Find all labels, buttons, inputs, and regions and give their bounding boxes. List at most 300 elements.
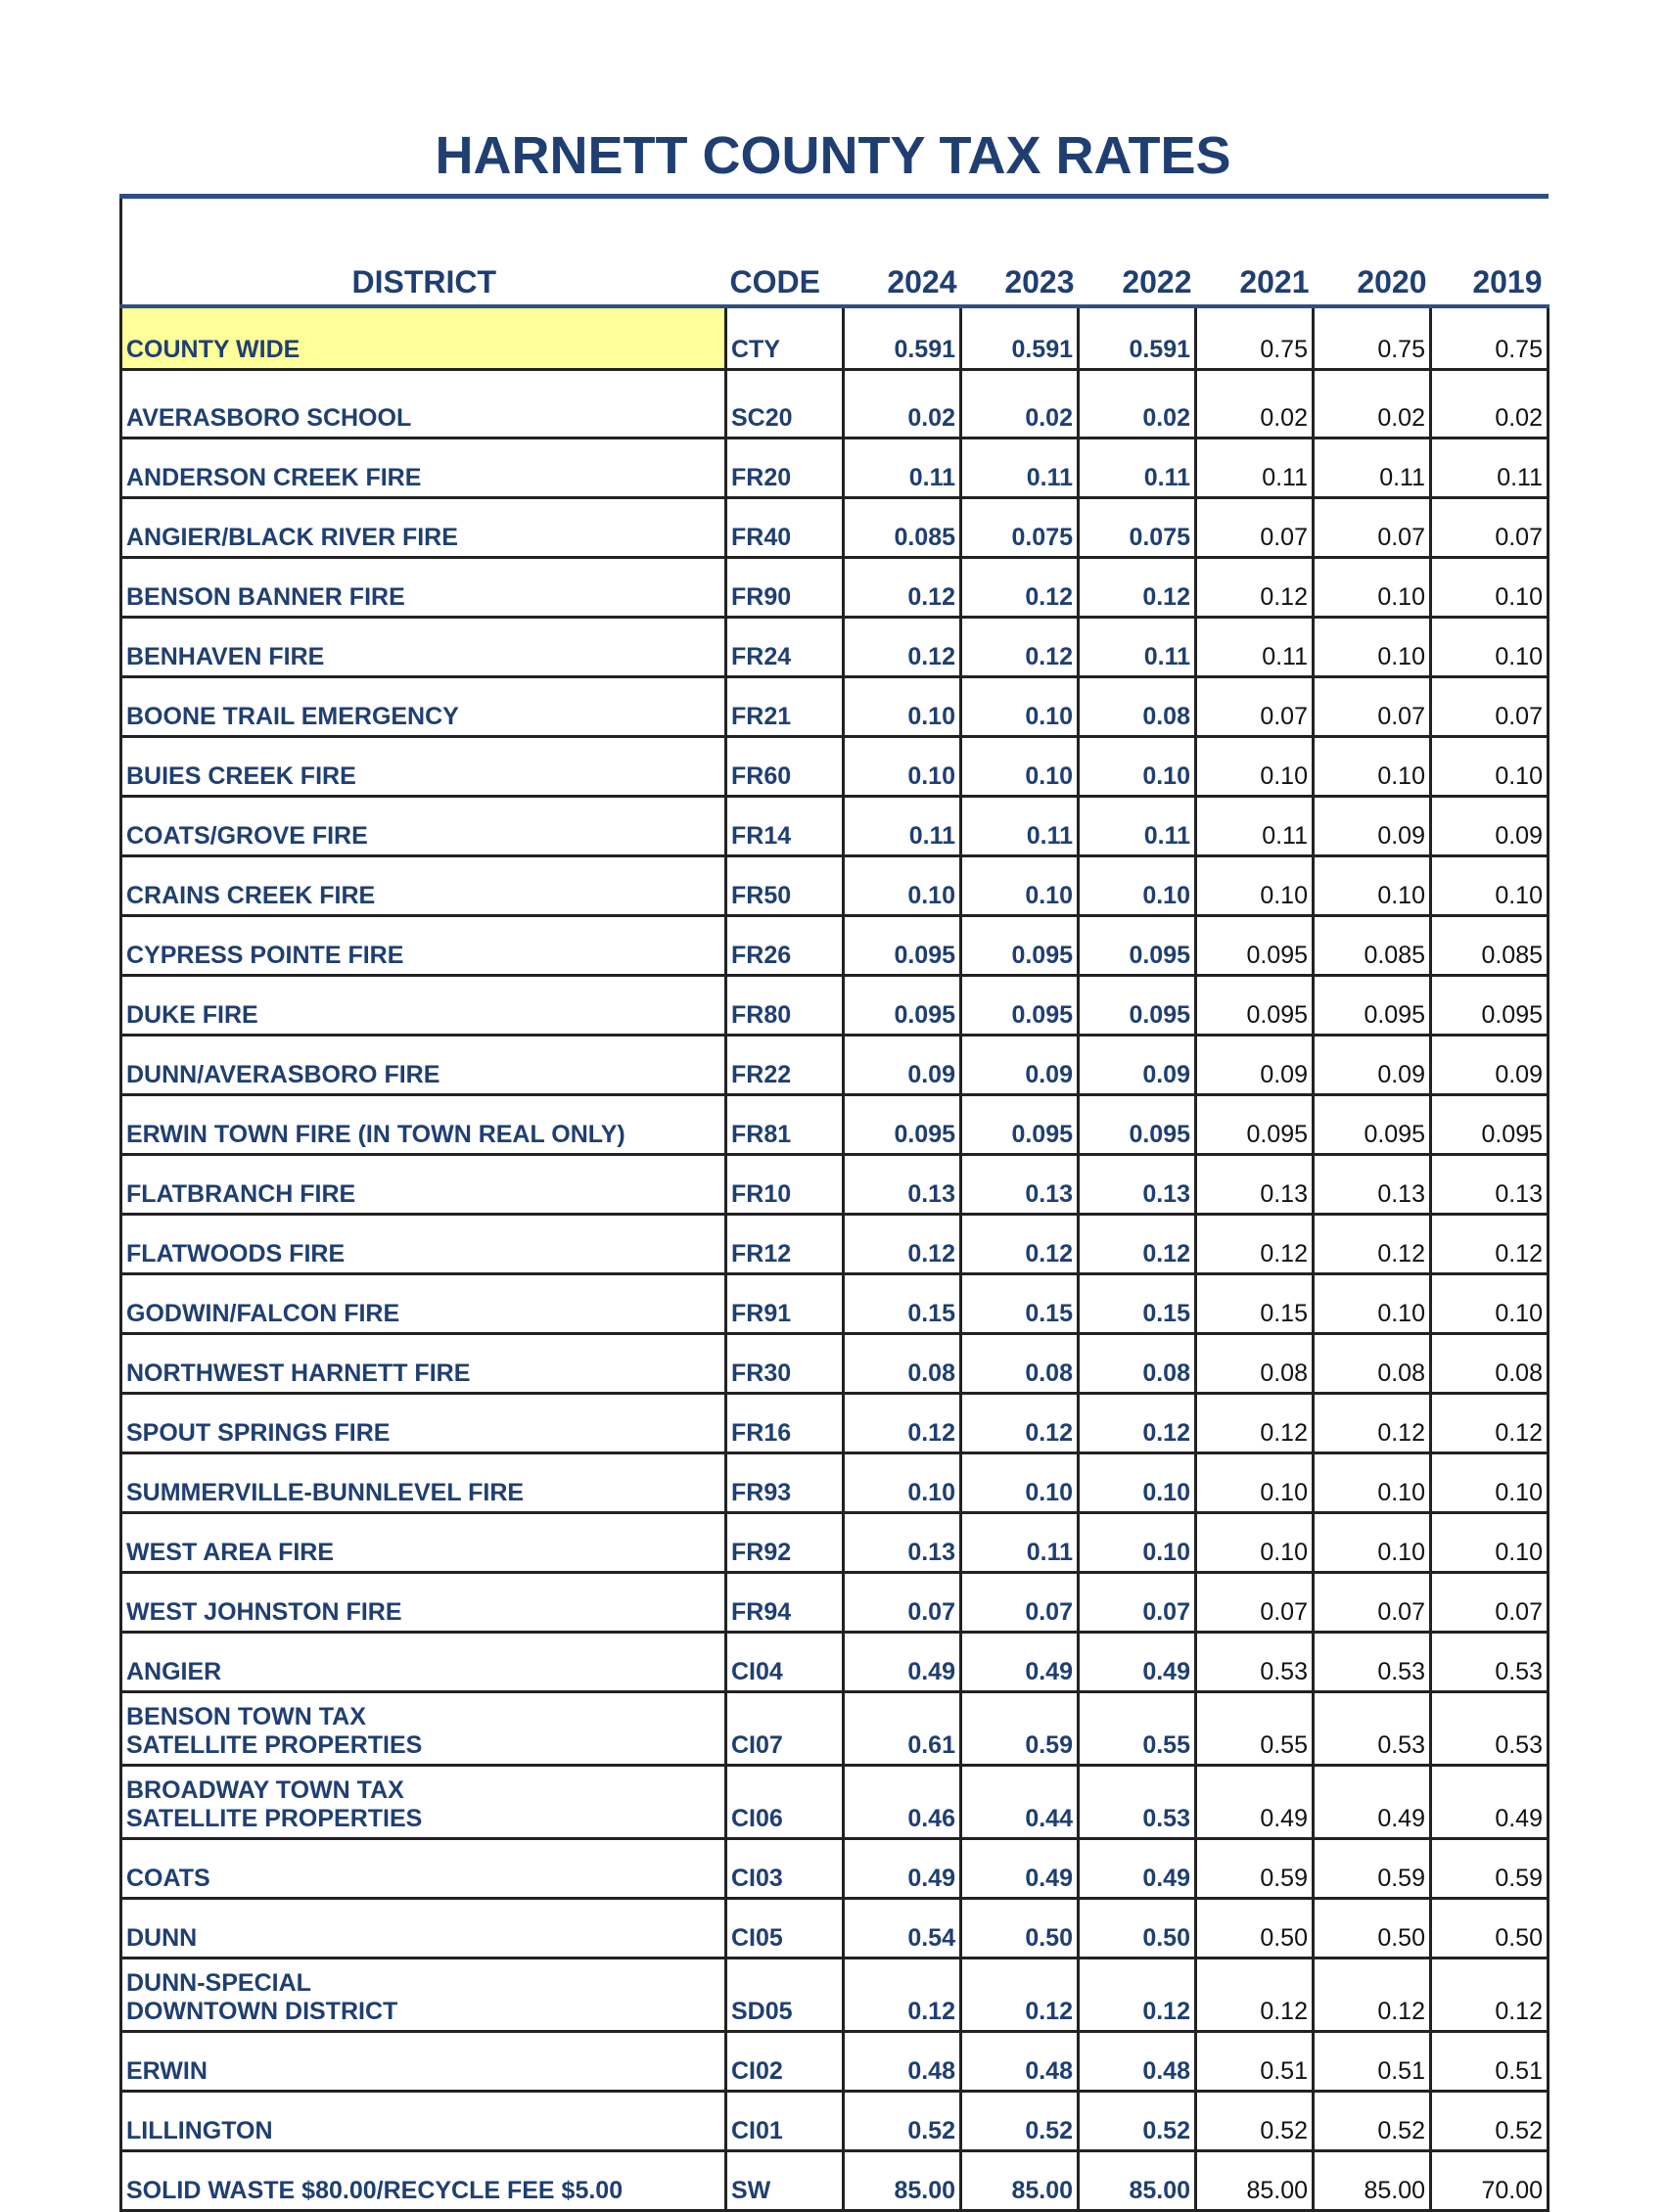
- rate-cell: 0.51: [1431, 2032, 1549, 2092]
- rate-cell: 0.10: [1196, 1513, 1314, 1573]
- rate-cell: 0.07: [1314, 498, 1431, 558]
- district-name: DUNN: [126, 1924, 198, 1952]
- rate-cell: 0.50: [1196, 1899, 1314, 1959]
- rate-cell: 0.54: [844, 1899, 961, 1959]
- district-name: COUNTY WIDE: [126, 336, 301, 363]
- rate-cell: 0.11: [1314, 438, 1431, 498]
- district-name: WEST AREA FIRE: [126, 1539, 335, 1566]
- district-cell: [121, 1513, 726, 1573]
- rate-cell: 0.44: [961, 1766, 1079, 1839]
- column-header-year: 2019: [1431, 197, 1549, 307]
- rate-cell: 0.07: [1431, 677, 1549, 737]
- table-row: [121, 856, 1549, 916]
- rate-cell: 0.52: [844, 2092, 961, 2151]
- rate-cell: 0.52: [1196, 2092, 1314, 2151]
- code-cell: SW: [726, 2151, 844, 2211]
- rate-cell: 0.095: [961, 916, 1079, 976]
- rate-cell: 0.48: [844, 2032, 961, 2092]
- table-row: [121, 976, 1549, 1036]
- rate-cell: 0.15: [1196, 1274, 1314, 1334]
- code-cell: CI04: [726, 1633, 844, 1692]
- table-row: [121, 498, 1549, 558]
- rate-cell: 0.49: [1196, 1766, 1314, 1839]
- rate-cell: 0.12: [961, 618, 1079, 677]
- rate-cell: 0.07: [1196, 677, 1314, 737]
- rate-cell: 0.09: [1079, 1036, 1196, 1095]
- code-cell: SC20: [726, 370, 844, 438]
- table-header: [121, 197, 1549, 307]
- rate-cell: 0.59: [961, 1692, 1079, 1766]
- district-cell: [121, 797, 726, 856]
- rate-cell: 0.11: [844, 797, 961, 856]
- code-cell: FR14: [726, 797, 844, 856]
- district-name: BENHAVEN FIRE: [126, 643, 325, 670]
- rate-cell: 0.591: [961, 306, 1079, 370]
- code-cell: FR22: [726, 1036, 844, 1095]
- district-name: AVERASBORO SCHOOL: [126, 404, 412, 432]
- rate-cell: 0.07: [844, 1573, 961, 1633]
- rate-cell: 0.15: [844, 1274, 961, 1334]
- rate-cell: 0.11: [961, 797, 1079, 856]
- table-row: [121, 1274, 1549, 1334]
- district-cell: [121, 1036, 726, 1095]
- district-cell: [121, 1215, 726, 1274]
- code-cell: FR60: [726, 737, 844, 797]
- rate-cell: 0.10: [1196, 1453, 1314, 1513]
- rate-cell: 0.12: [1314, 1215, 1431, 1274]
- table-row: [121, 1215, 1549, 1274]
- rate-cell: 0.10: [961, 856, 1079, 916]
- rate-cell: 0.11: [1079, 438, 1196, 498]
- code-cell: CI01: [726, 2092, 844, 2151]
- district-cell: [121, 916, 726, 976]
- district-name: GODWIN/FALCON FIRE: [126, 1300, 400, 1327]
- rate-cell: 0.12: [1196, 558, 1314, 618]
- rate-cell: 0.11: [1079, 618, 1196, 677]
- rate-cell: 0.02: [961, 370, 1079, 438]
- rate-cell: 0.10: [844, 677, 961, 737]
- rate-cell: 0.11: [1196, 618, 1314, 677]
- code-cell: FR93: [726, 1453, 844, 1513]
- rate-cell: 0.095: [1431, 976, 1549, 1036]
- district-name: WEST JOHNSTON FIRE: [126, 1598, 402, 1626]
- rate-cell: 0.10: [1079, 1513, 1196, 1573]
- rate-cell: 0.085: [1431, 916, 1549, 976]
- district-cell: [121, 976, 726, 1036]
- district-name: COATS: [126, 1865, 210, 1892]
- rate-cell: 0.11: [1196, 438, 1314, 498]
- rate-cell: 0.10: [844, 1453, 961, 1513]
- rate-cell: 0.48: [961, 2032, 1079, 2092]
- district-cell: [121, 1839, 726, 1899]
- rate-cell: 0.53: [1196, 1633, 1314, 1692]
- rate-cell: 0.12: [844, 1959, 961, 2032]
- rate-cell: 0.12: [961, 1394, 1079, 1453]
- rate-cell: 0.10: [1431, 856, 1549, 916]
- rate-cell: 0.591: [1079, 306, 1196, 370]
- rate-cell: 0.49: [961, 1839, 1079, 1899]
- rate-cell: 0.12: [844, 1215, 961, 1274]
- rate-cell: 0.52: [1079, 2092, 1196, 2151]
- district-cell: [121, 438, 726, 498]
- rate-cell: 0.09: [1314, 1036, 1431, 1095]
- rate-cell: 0.75: [1431, 306, 1549, 370]
- rate-cell: 0.13: [1431, 1155, 1549, 1215]
- rate-cell: 0.11: [961, 1513, 1079, 1573]
- code-cell: CI02: [726, 2032, 844, 2092]
- table-row: [121, 1573, 1549, 1633]
- rate-cell: 0.095: [844, 976, 961, 1036]
- district-cell: [121, 1155, 726, 1215]
- code-cell: FR20: [726, 438, 844, 498]
- rate-cell: 0.09: [961, 1036, 1079, 1095]
- rate-cell: 0.08: [1314, 1334, 1431, 1394]
- code-cell: FR50: [726, 856, 844, 916]
- rate-cell: 0.10: [1314, 856, 1431, 916]
- rate-cell: 0.51: [1314, 2032, 1431, 2092]
- rate-cell: 0.50: [1314, 1899, 1431, 1959]
- district-cell: [121, 370, 726, 438]
- rate-cell: 0.12: [844, 558, 961, 618]
- table-row: [121, 1633, 1549, 1692]
- rate-cell: 0.53: [1431, 1692, 1549, 1766]
- rate-cell: 0.09: [1196, 1036, 1314, 1095]
- rate-cell: 0.49: [1079, 1633, 1196, 1692]
- rate-cell: 0.10: [1196, 737, 1314, 797]
- code-cell: CTY: [726, 306, 844, 370]
- code-cell: FR21: [726, 677, 844, 737]
- district-name: CRAINS CREEK FIRE: [126, 882, 376, 909]
- rate-cell: 0.095: [1079, 1095, 1196, 1155]
- table-row: [121, 1899, 1549, 1959]
- rate-cell: 0.55: [1196, 1692, 1314, 1766]
- rate-cell: 0.12: [1314, 1959, 1431, 2032]
- tax-rates-table: [119, 194, 1549, 2212]
- rate-cell: 0.02: [1196, 370, 1314, 438]
- rate-cell: 0.02: [1314, 370, 1431, 438]
- header-row: [121, 197, 1549, 307]
- rate-cell: 0.11: [961, 438, 1079, 498]
- rate-cell: 0.53: [1314, 1692, 1431, 1766]
- column-header-code: CODE: [726, 197, 844, 307]
- table-row: [121, 2151, 1549, 2211]
- rate-cell: 0.61: [844, 1692, 961, 1766]
- rate-cell: 0.12: [1196, 1959, 1314, 2032]
- district-name: DUNN-SPECIAL: [126, 1969, 311, 1997]
- rate-cell: 0.08: [961, 1334, 1079, 1394]
- rate-cell: 0.10: [1314, 1274, 1431, 1334]
- table-row: [121, 306, 1549, 370]
- district-name: NORTHWEST HARNETT FIRE: [126, 1359, 471, 1387]
- rate-cell: 0.49: [844, 1633, 961, 1692]
- rate-cell: 0.15: [1079, 1274, 1196, 1334]
- code-cell: FR16: [726, 1394, 844, 1453]
- district-cell: [121, 1334, 726, 1394]
- table-row: [121, 1155, 1549, 1215]
- code-cell: FR91: [726, 1274, 844, 1334]
- table-row: [121, 1334, 1549, 1394]
- rate-cell: 0.10: [844, 856, 961, 916]
- rate-cell: 0.49: [844, 1839, 961, 1899]
- rate-cell: 0.10: [1079, 737, 1196, 797]
- rate-cell: 0.12: [844, 618, 961, 677]
- rate-cell: 0.59: [1196, 1839, 1314, 1899]
- rate-cell: 0.12: [1196, 1394, 1314, 1453]
- district-name: BROADWAY TOWN TAX: [126, 1776, 404, 1804]
- district-name: ANDERSON CREEK FIRE: [126, 464, 422, 491]
- rate-cell: 0.15: [961, 1274, 1079, 1334]
- rate-cell: 0.59: [1314, 1839, 1431, 1899]
- column-header-year: 2022: [1079, 197, 1196, 307]
- district-name: DUKE FIRE: [126, 1001, 258, 1029]
- table-row: [121, 2032, 1549, 2092]
- district-name: SPOUT SPRINGS FIRE: [126, 1419, 391, 1447]
- table-row: [121, 1513, 1549, 1573]
- code-cell: FR90: [726, 558, 844, 618]
- code-cell: FR10: [726, 1155, 844, 1215]
- district-name: ERWIN TOWN FIRE (IN TOWN REAL ONLY): [126, 1121, 625, 1148]
- rate-cell: 0.02: [1079, 370, 1196, 438]
- rate-cell: 0.02: [1431, 370, 1549, 438]
- rate-cell: 0.51: [1196, 2032, 1314, 2092]
- district-cell: [121, 1959, 726, 2032]
- district-name: SUMMERVILLE-BUNNLEVEL FIRE: [126, 1479, 525, 1506]
- table-row: [121, 916, 1549, 976]
- district-name: SOLID WASTE $80.00/RECYCLE FEE $5.00: [126, 2177, 624, 2204]
- rate-cell: 0.53: [1079, 1766, 1196, 1839]
- rate-cell: 0.11: [1431, 438, 1549, 498]
- table-row: [121, 1959, 1549, 2032]
- rate-cell: 0.12: [1431, 1215, 1549, 1274]
- rate-cell: 0.10: [1314, 1453, 1431, 1513]
- district-name: ANGIER: [126, 1658, 222, 1685]
- rate-cell: 0.10: [1314, 1513, 1431, 1573]
- district-name: ERWIN: [126, 2057, 208, 2085]
- district-cell: [121, 1453, 726, 1513]
- rate-cell: 0.12: [844, 1394, 961, 1453]
- code-cell: FR40: [726, 498, 844, 558]
- district-name-line2: SATELLITE PROPERTIES: [126, 1805, 423, 1832]
- rate-cell: 0.07: [1431, 498, 1549, 558]
- rate-cell: 0.12: [1431, 1959, 1549, 2032]
- rate-cell: 0.12: [961, 1215, 1079, 1274]
- district-name: LILLINGTON: [126, 2117, 273, 2144]
- code-cell: CI03: [726, 1839, 844, 1899]
- rate-cell: 0.095: [1314, 1095, 1431, 1155]
- code-cell: FR26: [726, 916, 844, 976]
- rate-cell: 0.52: [1314, 2092, 1431, 2151]
- column-header-year: 2023: [961, 197, 1079, 307]
- code-cell: CI07: [726, 1692, 844, 1766]
- rate-cell: 0.07: [1196, 498, 1314, 558]
- code-cell: FR24: [726, 618, 844, 677]
- table-row: [121, 618, 1549, 677]
- rate-cell: 0.10: [1431, 737, 1549, 797]
- rate-cell: 0.13: [1196, 1155, 1314, 1215]
- rate-cell: 0.10: [1431, 558, 1549, 618]
- rate-cell: 0.07: [1314, 677, 1431, 737]
- rate-cell: 0.59: [1431, 1839, 1549, 1899]
- rate-cell: 0.53: [1314, 1633, 1431, 1692]
- code-cell: CI05: [726, 1899, 844, 1959]
- rate-cell: 0.75: [1314, 306, 1431, 370]
- rate-cell: 0.13: [844, 1155, 961, 1215]
- rate-cell: 0.095: [1196, 916, 1314, 976]
- rate-cell: 0.12: [1314, 1394, 1431, 1453]
- column-header-year: 2020: [1314, 197, 1431, 307]
- rate-cell: 0.10: [1196, 856, 1314, 916]
- rate-cell: 85.00: [1196, 2151, 1314, 2211]
- district-cell: [121, 1095, 726, 1155]
- district-cell: [121, 737, 726, 797]
- table-row: [121, 370, 1549, 438]
- rate-cell: 0.11: [1079, 797, 1196, 856]
- rate-cell: 0.08: [1196, 1334, 1314, 1394]
- rate-cell: 0.49: [961, 1633, 1079, 1692]
- rate-cell: 0.10: [961, 737, 1079, 797]
- column-header-year: 2021: [1196, 197, 1314, 307]
- district-cell: [121, 1633, 726, 1692]
- code-cell: CI06: [726, 1766, 844, 1839]
- rate-cell: 0.10: [961, 1453, 1079, 1513]
- table-row: [121, 1453, 1549, 1513]
- rate-cell: 0.09: [1431, 1036, 1549, 1095]
- rate-cell: 0.49: [1314, 1766, 1431, 1839]
- rate-cell: 70.00: [1431, 2151, 1549, 2211]
- rate-cell: 0.13: [961, 1155, 1079, 1215]
- district-cell: [121, 618, 726, 677]
- rate-cell: 0.52: [1431, 2092, 1549, 2151]
- rate-cell: 0.12: [961, 558, 1079, 618]
- district-cell: [121, 677, 726, 737]
- rate-cell: 0.13: [1314, 1155, 1431, 1215]
- district-cell: [121, 856, 726, 916]
- district-cell: [121, 1899, 726, 1959]
- rate-cell: 0.48: [1079, 2032, 1196, 2092]
- rate-cell: 0.12: [1431, 1394, 1549, 1453]
- rate-cell: 0.11: [844, 438, 961, 498]
- district-cell: [121, 1692, 726, 1766]
- district-cell: [121, 1394, 726, 1453]
- rate-cell: 0.53: [1431, 1633, 1549, 1692]
- district-name: DUNN/AVERASBORO FIRE: [126, 1061, 440, 1088]
- rate-cell: 0.09: [1314, 797, 1431, 856]
- rate-cell: 0.08: [1079, 677, 1196, 737]
- rate-cell: 85.00: [1079, 2151, 1196, 2211]
- rate-cell: 0.08: [1431, 1334, 1549, 1394]
- rate-cell: 0.10: [844, 737, 961, 797]
- rate-cell: 0.08: [1079, 1334, 1196, 1394]
- district-name: BENSON TOWN TAX: [126, 1703, 366, 1730]
- district-cell: [121, 498, 726, 558]
- rate-cell: 85.00: [844, 2151, 961, 2211]
- rate-cell: 0.12: [1079, 1959, 1196, 2032]
- rate-cell: 0.08: [844, 1334, 961, 1394]
- district-name: ANGIER/BLACK RIVER FIRE: [126, 524, 458, 551]
- rate-cell: 0.10: [1314, 737, 1431, 797]
- table-row: [121, 797, 1549, 856]
- rate-cell: 0.52: [961, 2092, 1079, 2151]
- rate-cell: 0.075: [961, 498, 1079, 558]
- district-name: COATS/GROVE FIRE: [126, 822, 368, 850]
- rate-cell: 0.07: [1196, 1573, 1314, 1633]
- district-name: FLATWOODS FIRE: [126, 1240, 346, 1267]
- district-cell: [121, 558, 726, 618]
- rate-cell: 0.095: [1079, 916, 1196, 976]
- rate-cell: 0.10: [1079, 856, 1196, 916]
- rate-cell: 0.075: [1079, 498, 1196, 558]
- rate-cell: 0.095: [1196, 1095, 1314, 1155]
- rate-cell: 0.095: [961, 1095, 1079, 1155]
- rate-cell: 0.55: [1079, 1692, 1196, 1766]
- rate-cell: 0.095: [961, 976, 1079, 1036]
- rate-cell: 0.02: [844, 370, 961, 438]
- rate-cell: 0.10: [1431, 1513, 1549, 1573]
- column-header-year: 2024: [844, 197, 961, 307]
- rate-cell: 0.07: [1079, 1573, 1196, 1633]
- code-cell: FR80: [726, 976, 844, 1036]
- rate-cell: 0.10: [1079, 1453, 1196, 1513]
- table-row: [121, 737, 1549, 797]
- district-cell: [121, 2032, 726, 2092]
- rate-cell: 0.10: [1431, 1453, 1549, 1513]
- rate-cell: 0.591: [844, 306, 961, 370]
- page-title: HARNETT COUNTY TAX RATES: [435, 126, 1231, 185]
- rate-cell: 0.07: [1314, 1573, 1431, 1633]
- rate-cell: 0.10: [1431, 618, 1549, 677]
- rate-cell: 0.095: [844, 916, 961, 976]
- district-name: BOONE TRAIL EMERGENCY: [126, 703, 459, 730]
- rate-cell: 0.13: [1079, 1155, 1196, 1215]
- rate-cell: 0.46: [844, 1766, 961, 1839]
- rate-cell: 0.085: [844, 498, 961, 558]
- rate-cell: 0.10: [1314, 618, 1431, 677]
- table-row: [121, 1839, 1549, 1899]
- district-cell: [121, 1766, 726, 1839]
- table-row: [121, 1394, 1549, 1453]
- district-name: BENSON BANNER FIRE: [126, 583, 405, 611]
- rate-cell: 0.07: [1431, 1573, 1549, 1633]
- district-name: CYPRESS POINTE FIRE: [126, 942, 404, 969]
- rate-cell: 0.10: [961, 677, 1079, 737]
- district-name: BUIES CREEK FIRE: [126, 762, 356, 790]
- rate-cell: 0.49: [1431, 1766, 1549, 1839]
- table-row: [121, 1766, 1549, 1839]
- rate-cell: 0.095: [1196, 976, 1314, 1036]
- code-cell: FR30: [726, 1334, 844, 1394]
- rate-cell: 0.12: [961, 1959, 1079, 2032]
- district-cell: [121, 1573, 726, 1633]
- rate-cell: 0.50: [1079, 1899, 1196, 1959]
- rate-cell: 0.50: [961, 1899, 1079, 1959]
- table-row: [121, 438, 1549, 498]
- column-header-district: DISTRICT: [121, 197, 726, 307]
- rate-cell: 85.00: [1314, 2151, 1431, 2211]
- rate-cell: 0.12: [1196, 1215, 1314, 1274]
- code-cell: FR81: [726, 1095, 844, 1155]
- code-cell: FR94: [726, 1573, 844, 1633]
- rate-cell: 0.12: [1079, 1215, 1196, 1274]
- district-name-line2: SATELLITE PROPERTIES: [126, 1731, 423, 1759]
- rate-cell: 85.00: [961, 2151, 1079, 2211]
- rate-cell: 0.10: [1431, 1274, 1549, 1334]
- rate-cell: 0.10: [1314, 558, 1431, 618]
- rate-cell: 0.095: [844, 1095, 961, 1155]
- rate-cell: 0.11: [1196, 797, 1314, 856]
- district-cell: [121, 2151, 726, 2211]
- rate-cell: 0.49: [1079, 1839, 1196, 1899]
- table-row: [121, 1692, 1549, 1766]
